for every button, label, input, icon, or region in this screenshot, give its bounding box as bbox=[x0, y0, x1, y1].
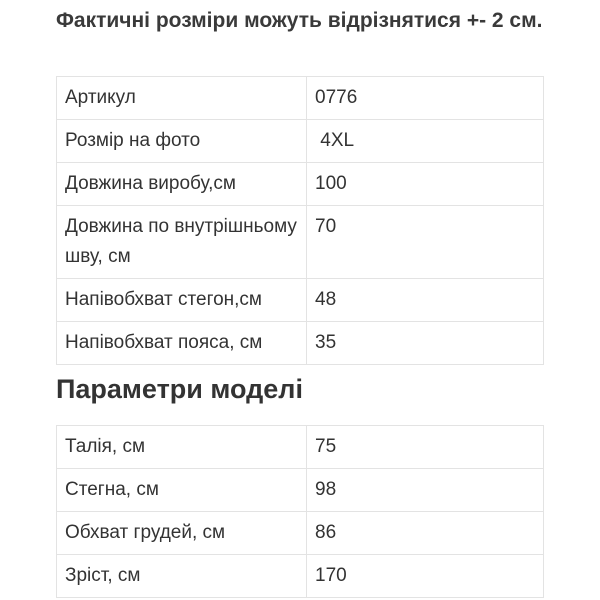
row-label: Стегна, см bbox=[57, 469, 307, 512]
row-value: 35 bbox=[307, 322, 544, 365]
row-value: 0776 bbox=[307, 77, 544, 120]
model-parameters-table bbox=[56, 425, 544, 598]
row-label: Артикул bbox=[57, 77, 307, 120]
size-tolerance-note: Фактичні розміри можуть відрізнятися +- 2 см. bbox=[56, 9, 543, 32]
row-label: Напівобхват стегон,см bbox=[57, 279, 307, 322]
table-row bbox=[57, 279, 544, 322]
row-value: 48 bbox=[307, 279, 544, 322]
row-value: 100 bbox=[307, 163, 544, 206]
row-label: Розмір на фото bbox=[57, 120, 307, 163]
row-label: Обхват грудей, см bbox=[57, 512, 307, 555]
table-row bbox=[57, 469, 544, 512]
row-label: Зріст, см bbox=[57, 555, 307, 598]
table-row bbox=[57, 322, 544, 365]
row-value: 70 bbox=[307, 206, 544, 279]
table-row bbox=[57, 426, 544, 469]
table-row bbox=[57, 206, 544, 279]
row-label: Довжина виробу,см bbox=[57, 163, 307, 206]
row-value: 4XL bbox=[307, 120, 544, 163]
table-row bbox=[57, 120, 544, 163]
row-value: 86 bbox=[307, 512, 544, 555]
row-value: 75 bbox=[307, 426, 544, 469]
table-row bbox=[57, 163, 544, 206]
row-label: Талія, см bbox=[57, 426, 307, 469]
row-label: Напівобхват пояса, см bbox=[57, 322, 307, 365]
table-row bbox=[57, 77, 544, 120]
model-parameters-heading: Параметри моделі bbox=[56, 374, 303, 404]
row-label: Довжина по внутрішньому шву, см bbox=[57, 206, 307, 279]
product-size-table bbox=[56, 76, 544, 365]
row-value: 98 bbox=[307, 469, 544, 512]
table-row bbox=[57, 512, 544, 555]
row-value: 170 bbox=[307, 555, 544, 598]
table-row bbox=[57, 555, 544, 598]
